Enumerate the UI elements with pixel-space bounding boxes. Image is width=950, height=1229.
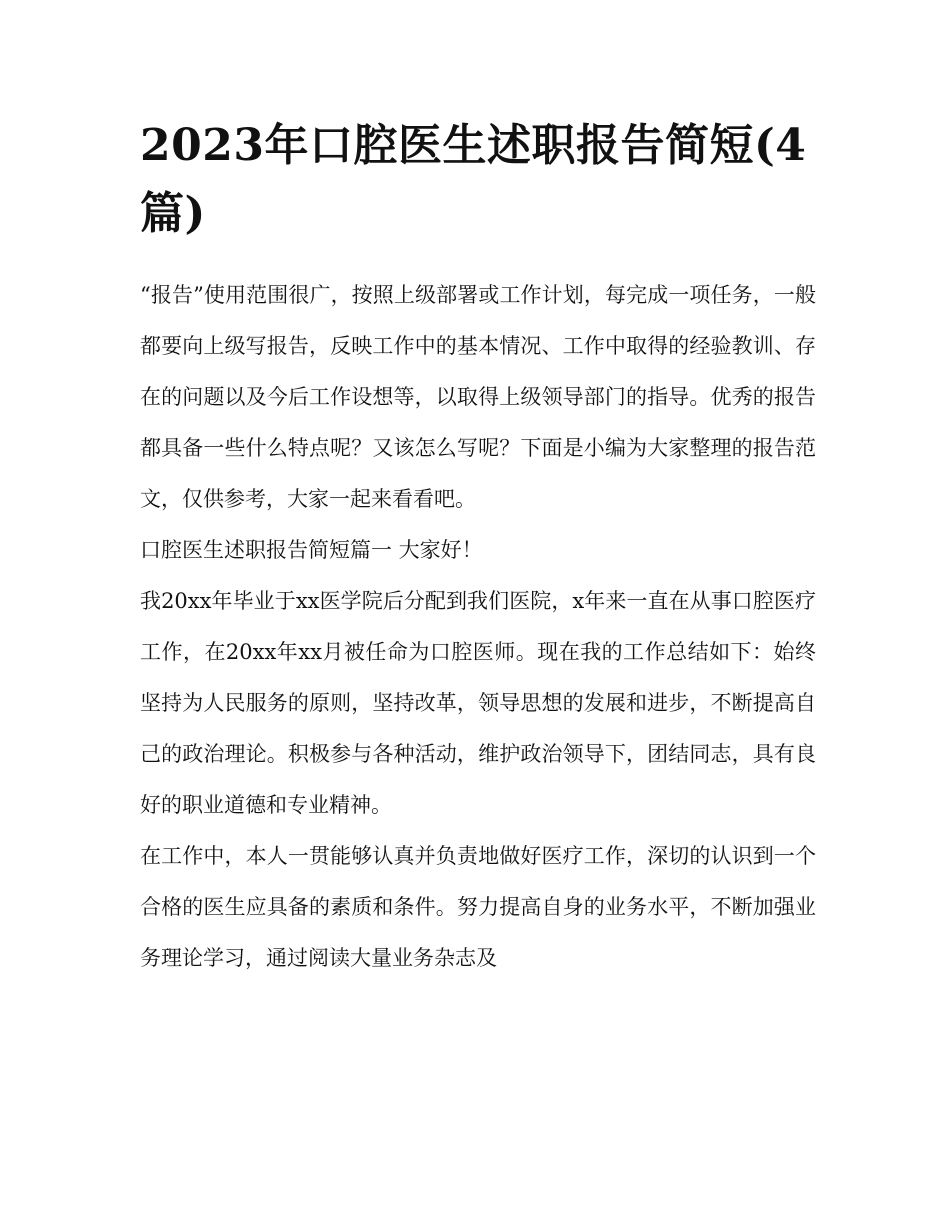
document-page bbox=[140, 112, 816, 984]
section-heading: 口腔医生述职报告简短篇一 大家好！ bbox=[140, 538, 483, 562]
intro-paragraph: “报告”使用范围很广，按照上级部署或工作计划，每完成一项任务，一般都要向上级写报告，反映工作中的基本情况、工作中取得的经验教训、存在的问题以及今后工作设想等，以取得上级领导部门的指导。优秀的报告都具备一些什么特点呢？又该怎么写呢？下面是小编为大家整理的报告范文，仅供参考，大家一起来看看吧。 bbox=[140, 283, 816, 511]
body-paragraph: 在工作中，本人一贯能够认真并负责地做好医疗工作，深切的认识到一个合格的医生应具备的素质和条件。努力提高自身的业务水平，不断加强业务理论学习，通过阅读大量业务杂志及 bbox=[140, 844, 816, 970]
body-paragraph: 我20xx年毕业于xx医学院后分配到我们医院，x年来一直在从事口腔医疗工作，在20xx年xx月被任命为口腔医师。现在我的工作总结如下：始终坚持为人民服务的原则，坚持改革，领导思想的发展和进步，不断提高自己的政治理论。积极参与各种活动，维护政治领导下，团结同志，具有良好的职业道德和专业精神。 bbox=[140, 589, 816, 817]
document-title: 2023年口腔医生述职报告简短(4篇) bbox=[140, 120, 807, 239]
